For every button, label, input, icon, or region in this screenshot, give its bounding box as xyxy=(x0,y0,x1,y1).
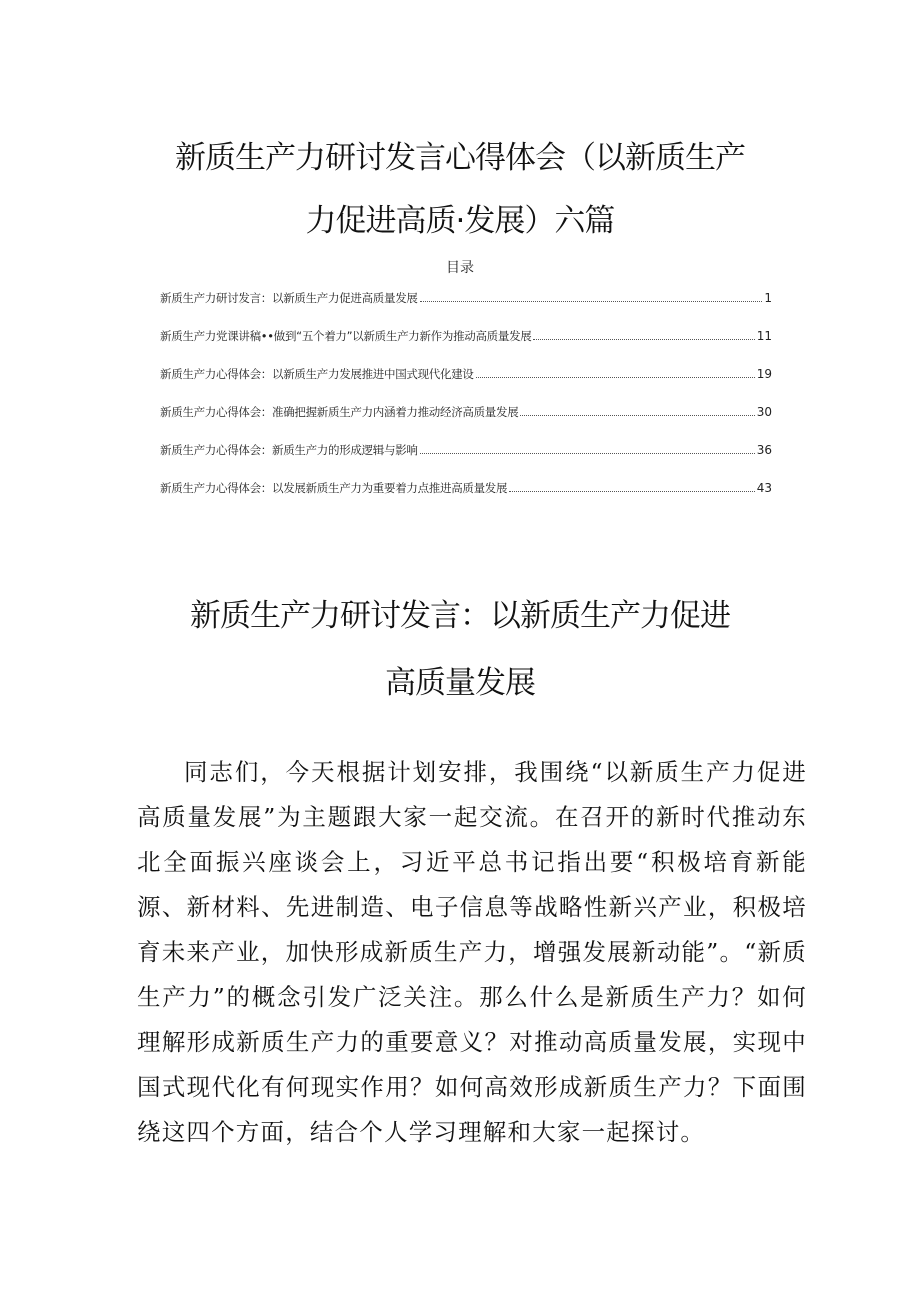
toc-entry-page: 43 xyxy=(756,481,772,495)
toc-entry-page: 30 xyxy=(756,405,772,419)
toc-entry-page: 1 xyxy=(764,291,772,305)
document-title-line-2: 力促进高质·发展）六篇 xyxy=(305,203,615,239)
toc-entry-page: 19 xyxy=(756,367,772,381)
toc-heading: 目录 xyxy=(446,260,474,276)
toc-entry-title: 新质生产力研讨发言：以新质生产力促进高质量发展 xyxy=(160,291,418,305)
toc-entry[interactable] xyxy=(160,290,772,328)
toc-leader-dots xyxy=(520,414,754,416)
section-title-line-1: 新质生产力研讨发言：以新质生产力促进 xyxy=(190,598,730,634)
toc-entry-page: 36 xyxy=(756,443,772,457)
toc-leader-dots xyxy=(533,338,754,340)
toc-leader-dots xyxy=(509,490,755,492)
toc-leader-dots xyxy=(420,452,755,454)
section-title-line-2: 高质量发展 xyxy=(385,665,535,701)
toc-entry-title: 新质生产力党课讲稿••做到“五个着力”以新质生产力新作为推动高质量发展 xyxy=(160,329,532,343)
toc-entry[interactable] xyxy=(160,328,772,366)
toc-leader-dots xyxy=(476,376,755,378)
toc-entry[interactable] xyxy=(160,480,772,518)
toc-entry-page: 11 xyxy=(756,329,772,343)
toc-entry-title: 新质生产力心得体会：以发展新质生产力为重要着力点推进高质量发展 xyxy=(160,481,508,495)
document-title-line-1: 新质生产力研讨发言心得体会（以新质生产 xyxy=(175,140,745,176)
toc-entry-title: 新质生产力心得体会：以新质生产力发展推进中国式现代化建设 xyxy=(160,367,474,381)
toc-entry-title: 新质生产力心得体会：准确把握新质生产力内涵着力推动经济高质量发展 xyxy=(160,405,519,419)
toc-leader-dots xyxy=(420,300,763,302)
toc-entry-title: 新质生产力心得体会：新质生产力的形成逻辑与影响 xyxy=(160,443,418,457)
toc-entry[interactable] xyxy=(160,404,772,442)
toc-entry[interactable] xyxy=(160,442,772,480)
body-paragraph: 同志们，今天根据计划安排，我围绕“以新质生产力促进高质量发展”为主题跟大家一起交流。在召开的新时代推动东北全面振兴座谈会上，习近平总书记指出要“积极培育新能源、新材料、先进制造、电子信息等战略性新兴产业，积极培育未来产业，加快形成新质生产力，增强发展新动能”。“新质生产力”的概念引发广泛关注。那么什么是新质生产力？如何理解形成新质生产力的重要意义？对推动高质量发展，实现中国式现代化有何现实作用？如何高效形成新质生产力？下面围绕这四个方面，结合个人学习理解和大家一起探讨。 xyxy=(137,758,807,1146)
toc-entry[interactable] xyxy=(160,366,772,404)
table-of-contents xyxy=(160,290,772,518)
